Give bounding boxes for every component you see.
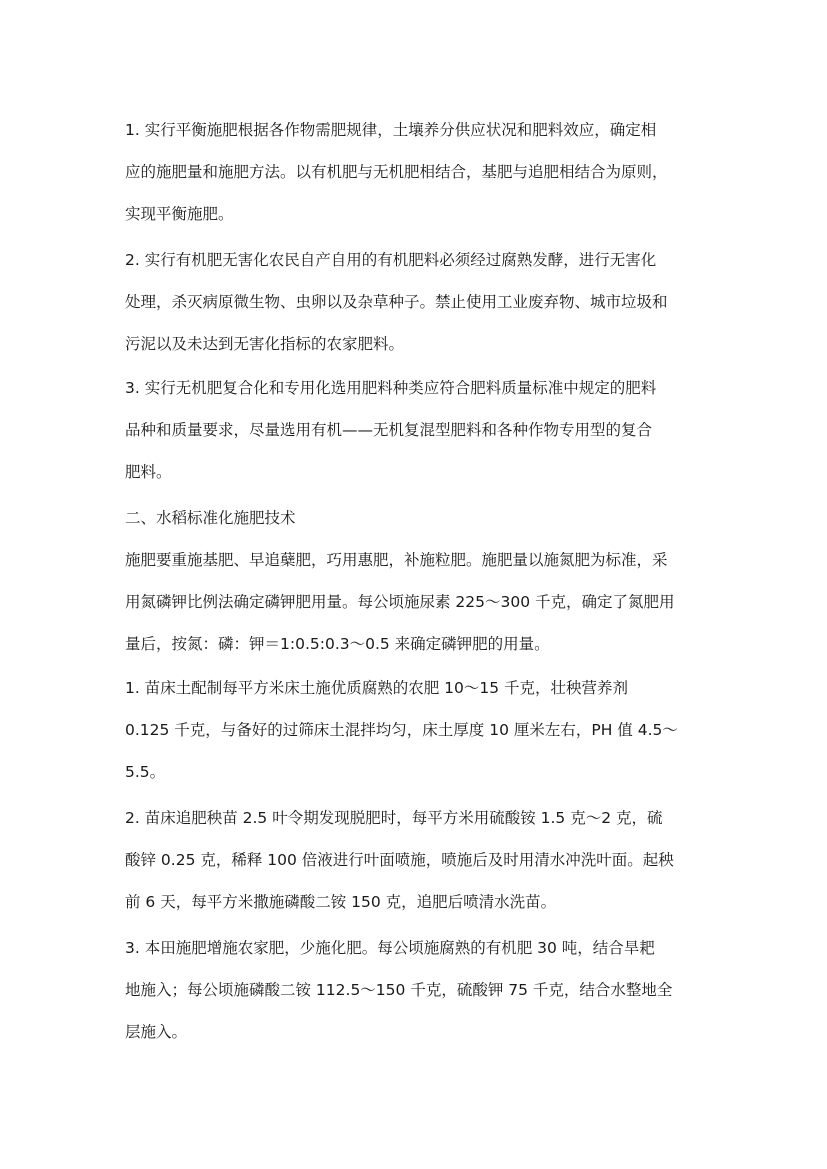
text-line: 0.125 千克，与备好的过筛床土混拌均匀，床土厚度 10 厘米左右，PH 值 4.5～ [125,721,678,739]
text-line: 肥料。 [125,463,172,481]
text-line: 2. 苗床追肥秧苗 2.5 叶令期发现脱肥时，每平方米用硫酸铵 1.5 克～2 克，硫 [125,809,663,827]
text-line: 3. 实行无机肥复合化和专用化选用肥料种类应符合肥料质量标准中规定的肥料 [125,379,657,397]
text-line: 层施入。 [125,1023,188,1041]
text-line: 用氮磷钾比例法确定磷钾肥用量。每公顷施尿素 225～300 千克，确定了氮肥用 [125,593,675,611]
text-line: 施肥要重施基肥、早追蘖肥，巧用惠肥，补施粒肥。施肥量以施氮肥为标准，采 [125,551,668,569]
text-line: 污泥以及未达到无害化指标的农家肥料。 [125,335,405,353]
text-line: 前 6 天，每平方米撒施磷酸二铵 150 克，追肥后喷清水洗苗。 [125,893,557,911]
text-line: 3. 本田施肥增施农家肥，少施化肥。每公顷施腐熟的有机肥 30 吨，结合旱耙 [125,939,655,957]
section-heading: 二、水稻标准化施肥技术 [125,509,296,527]
text-line: 1. 实行平衡施肥根据各作物需肥规律，土壤养分供应状况和肥料效应，确定相 [125,121,657,139]
text-line: 量后，按氮：磷：钾＝1:0.5:0.3～0.5 来确定磷钾肥的用量。 [125,635,550,653]
text-line: 应的施肥量和施肥方法。以有机肥与无机肥相结合，基肥与追肥相结合为原则， [125,163,668,181]
text-line: 1. 苗床土配制每平方米床土施优质腐熟的农肥 10～15 千克，壮秧营养剂 [125,679,629,697]
text-line: 2. 实行有机肥无害化农民自产自用的有机肥料必须经过腐熟发酵，进行无害化 [125,251,657,269]
text-line: 处理，杀灭病原微生物、虫卵以及杂草种子。禁止使用工业废弃物、城市垃圾和 [125,293,668,311]
text-line: 地施入；每公顷施磷酸二铵 112.5～150 千克，硫酸钾 75 千克，结合水整地全 [125,981,673,999]
text-line: 酸锌 0.25 克，稀释 100 倍液进行叶面喷施，喷施后及时用清水冲洗叶面。起秧 [125,851,674,869]
text-line: 实现平衡施肥。 [125,205,234,223]
text-line: 5.5。 [125,763,166,781]
text-line: 品种和质量要求，尽量选用有机——无机复混型肥料和各种作物专用型的复合 [125,421,653,439]
